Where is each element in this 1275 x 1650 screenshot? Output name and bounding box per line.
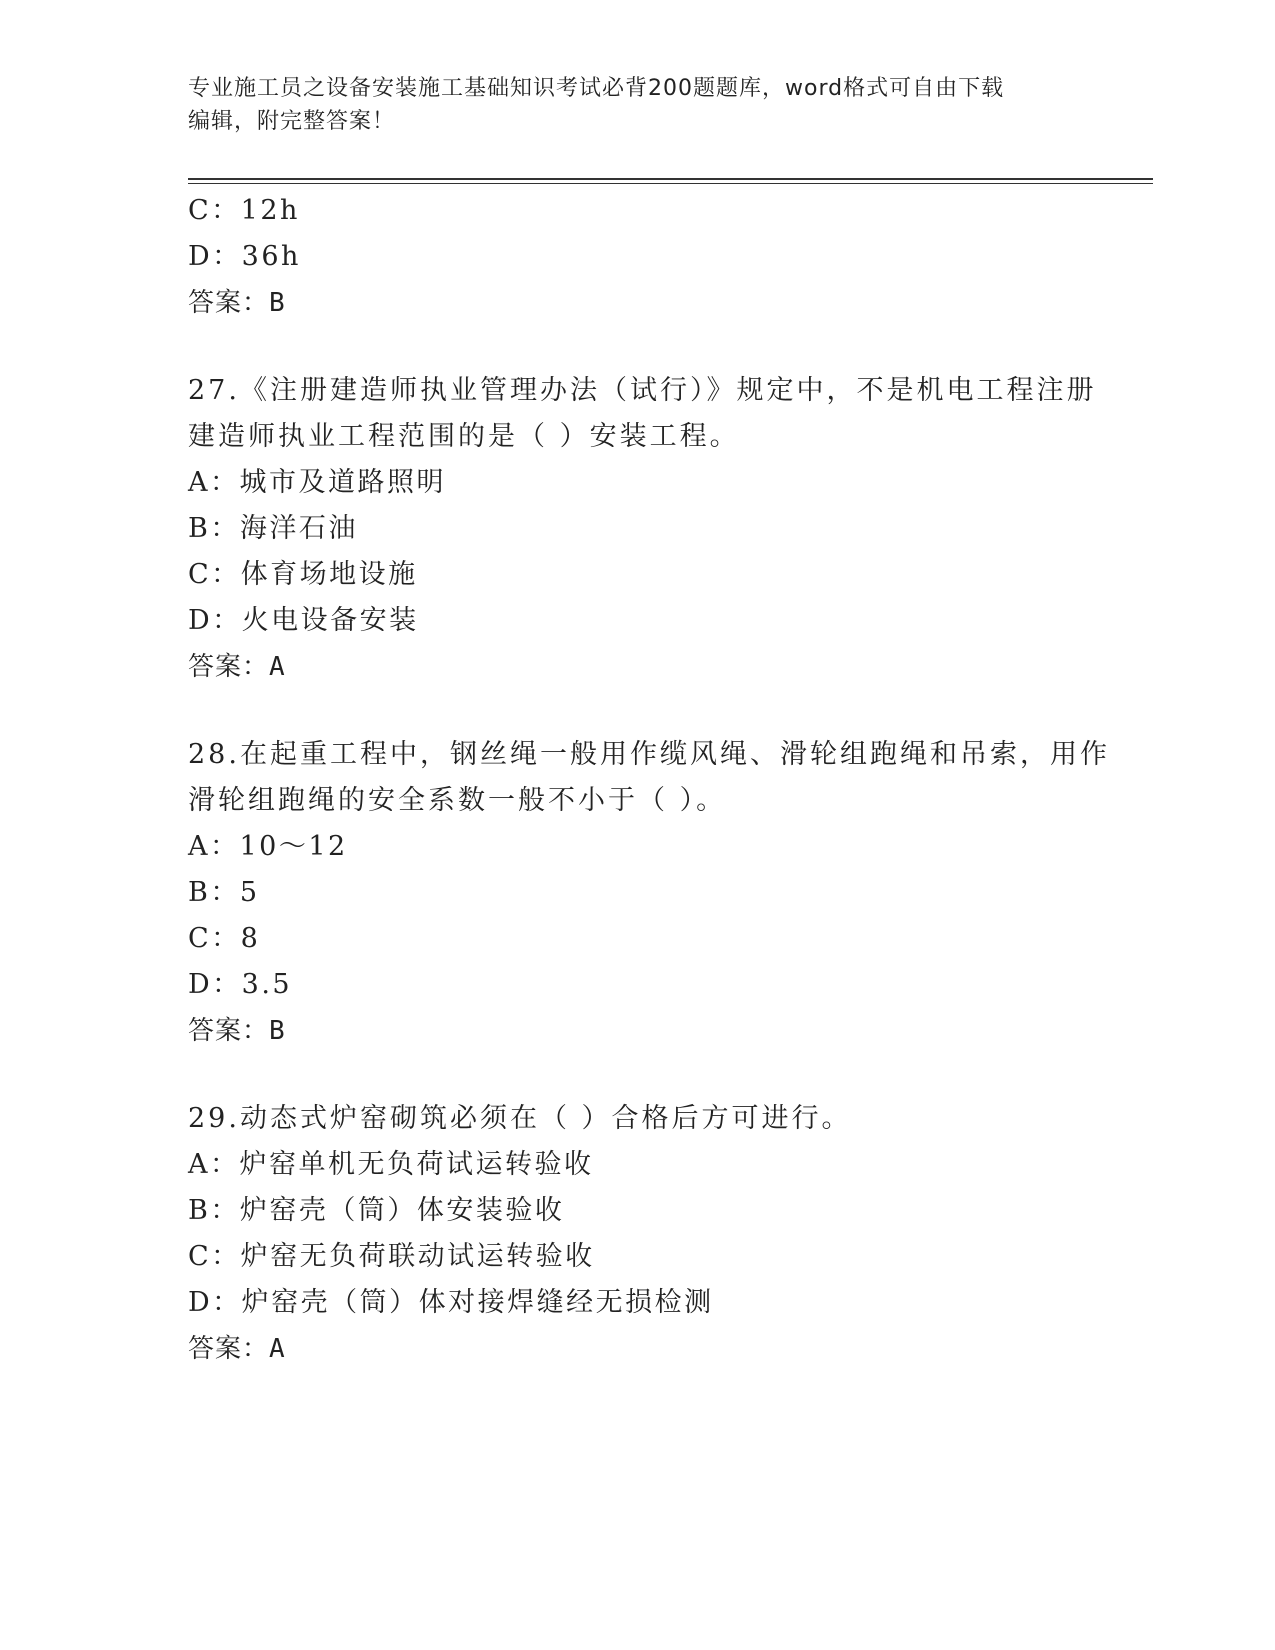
option-a bbox=[188, 1142, 1088, 1188]
question-stem bbox=[188, 1096, 1088, 1142]
option-label: D： bbox=[188, 605, 242, 636]
option-label: A： bbox=[188, 1149, 240, 1180]
answer-value: B bbox=[269, 288, 286, 318]
option-label: C： bbox=[188, 195, 241, 226]
option-label: C： bbox=[188, 559, 241, 590]
answer-line bbox=[188, 280, 1088, 326]
question-stem bbox=[188, 368, 1097, 460]
option-text: 海洋石油 bbox=[239, 513, 358, 544]
option-d bbox=[188, 1280, 1088, 1326]
option-label: B： bbox=[188, 877, 240, 908]
option-text: 火电设备安装 bbox=[241, 605, 419, 636]
document-body bbox=[188, 188, 1110, 1372]
question-stem bbox=[188, 732, 1110, 824]
question-28 bbox=[188, 732, 1110, 1054]
answer-value: A bbox=[269, 1334, 286, 1364]
option-c bbox=[188, 552, 1088, 598]
answer-label: 答案： bbox=[188, 652, 270, 682]
option-label: C： bbox=[188, 1241, 241, 1272]
header-divider bbox=[188, 178, 1153, 180]
answer-value: B bbox=[269, 1016, 286, 1046]
option-b bbox=[188, 506, 1088, 552]
option-text: 36h bbox=[241, 241, 301, 272]
question-stem-line: 28.在起重工程中，钢丝绳一般用作缆风绳、滑轮组跑绳和吊索，用作 bbox=[188, 739, 1110, 770]
answer-label: 答案： bbox=[188, 288, 270, 318]
question-stem-line: 滑轮组跑绳的安全系数一般不小于（ ）。 bbox=[188, 785, 727, 816]
option-label: C： bbox=[188, 923, 241, 954]
question-26-continuation bbox=[188, 188, 1088, 326]
option-label: B： bbox=[188, 1195, 240, 1226]
page-header bbox=[188, 72, 1088, 138]
option-text: 12h bbox=[240, 195, 300, 226]
question-27 bbox=[188, 368, 1097, 690]
option-c bbox=[188, 188, 1088, 234]
option-text: 体育场地设施 bbox=[240, 559, 418, 590]
question-stem-line: 建造师执业工程范围的是（ ）安装工程。 bbox=[188, 421, 740, 452]
option-text: 炉窑壳（筒）体安装验收 bbox=[239, 1195, 565, 1226]
option-b bbox=[188, 870, 1088, 916]
answer-line bbox=[188, 1326, 1088, 1372]
option-b bbox=[188, 1188, 1088, 1234]
option-label: D： bbox=[188, 1287, 242, 1318]
option-text: 炉窑壳（筒）体对接焊缝经无损检测 bbox=[241, 1287, 714, 1318]
option-a bbox=[188, 824, 1088, 870]
option-label: B： bbox=[188, 513, 240, 544]
option-text: 炉窑无负荷联动试运转验收 bbox=[240, 1241, 595, 1272]
option-c bbox=[188, 1234, 1088, 1280]
option-text: 10～12 bbox=[239, 831, 348, 862]
header-title-line-2: 编辑，附完整答案！ bbox=[188, 109, 396, 134]
answer-value: A bbox=[269, 652, 286, 682]
header-title-line-1: 专业施工员之设备安装施工基础知识考试必背200题题库，word格式可自由下载 bbox=[188, 76, 1005, 101]
option-text: 炉窑单机无负荷试运转验收 bbox=[239, 1149, 594, 1180]
option-text: 城市及道路照明 bbox=[239, 467, 446, 498]
option-label: D： bbox=[188, 969, 242, 1000]
answer-label: 答案： bbox=[188, 1334, 270, 1364]
option-label: A： bbox=[188, 467, 240, 498]
question-stem-line: 29.动态式炉窑砌筑必须在（ ）合格后方可进行。 bbox=[188, 1103, 852, 1134]
answer-label: 答案： bbox=[188, 1016, 270, 1046]
option-text: 3.5 bbox=[241, 969, 293, 1000]
option-d bbox=[188, 234, 1088, 280]
option-d bbox=[188, 962, 1088, 1008]
option-text: 8 bbox=[240, 923, 261, 954]
answer-line bbox=[188, 1008, 1088, 1054]
option-a bbox=[188, 460, 1088, 506]
option-d bbox=[188, 598, 1088, 644]
option-label: A： bbox=[188, 831, 240, 862]
answer-line bbox=[188, 644, 1088, 690]
question-stem-line: 27.《注册建造师执业管理办法（试行）》规定中，不是机电工程注册 bbox=[188, 375, 1097, 406]
option-text: 5 bbox=[239, 877, 260, 908]
question-29 bbox=[188, 1096, 1088, 1372]
option-c bbox=[188, 916, 1088, 962]
option-label: D： bbox=[188, 241, 242, 272]
